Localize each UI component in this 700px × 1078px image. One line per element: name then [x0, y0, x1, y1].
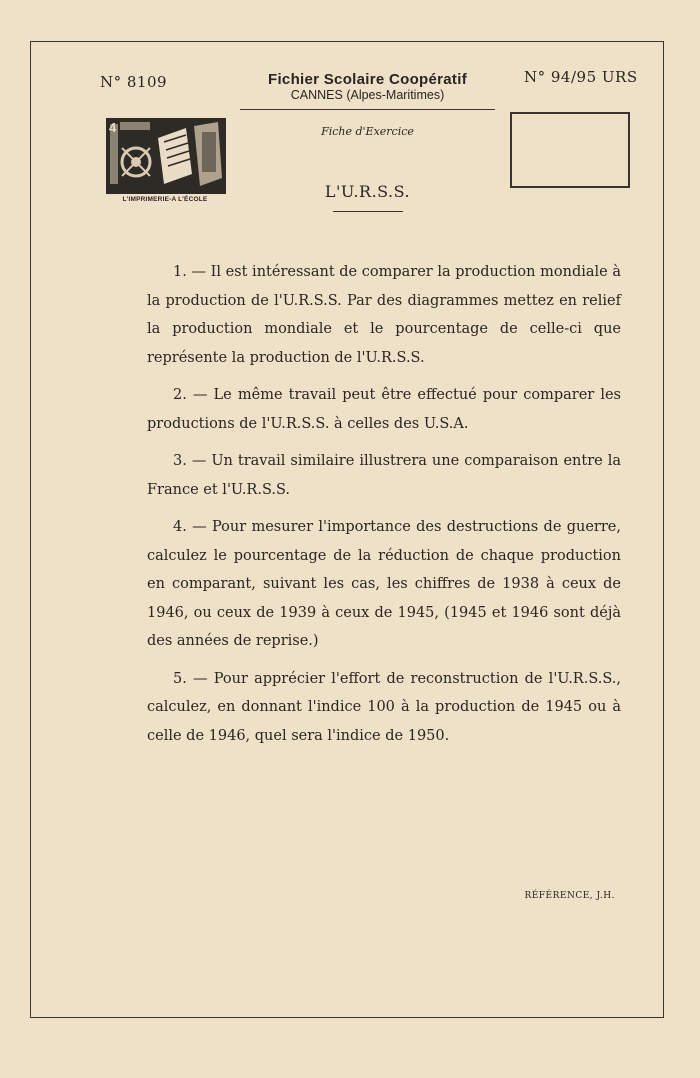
publisher-title: Fichier Scolaire Coopératif — [268, 71, 467, 88]
svg-text:4: 4 — [109, 120, 117, 135]
reference-credit: RÉFÉRENCE, J.H. — [524, 891, 615, 901]
exercise-item-5: 5. — Pour apprécier l'effort de reconstruction de l'U.R.S.S., calculez, en donnant l'indice 100 à la production de 1945 ou à celle de 1946, quel sera l'indice de 1950. — [147, 670, 621, 744]
exercise-item-4: 4. — Pour mesurer l'importance des destructions de guerre, calculez le pourcentage de la réduction de chaque production en comparant, suivant les cas, les chiffres de 1938 à ceux de 1946, ou ceux de 1939 à ceux de 1945, (1945 et 1946 sont déjà des années de reprise.) — [147, 519, 621, 649]
file-number: N° 8109 — [100, 73, 168, 91]
stamp-box — [510, 112, 630, 188]
exercise-body — [147, 258, 621, 759]
logo-caption: L'IMPRIMERIE-A L'ÉCOLE — [122, 196, 208, 203]
card-number: N° 94/95 URS — [524, 68, 638, 86]
publisher-city: CANNES (Alpes-Maritimes) — [290, 88, 445, 102]
title-underline — [333, 211, 403, 212]
exercise-item-3: 3. — Un travail similaire illustrera une comparaison entre la France et l'U.R.S.S. — [147, 453, 621, 498]
card-subtitle: Fiche d'Exercice — [321, 125, 414, 138]
document-title: L'U.R.S.S. — [324, 182, 411, 201]
exercise-item-2: 2. — Le même travail peut être effectué pour comparer les productions de l'U.R.S.S. à celles des U.S.A. — [147, 387, 621, 432]
printing-press-icon — [106, 118, 226, 194]
header-divider — [240, 109, 495, 110]
exercise-item-1: 1. — Il est intéressant de comparer la production mondiale à la production de l'U.R.S.S. Par des diagrammes mettez en relief la production mondiale et le pourcentage de celle-ci que représente la production de l'U.R.S.S. — [147, 264, 621, 366]
